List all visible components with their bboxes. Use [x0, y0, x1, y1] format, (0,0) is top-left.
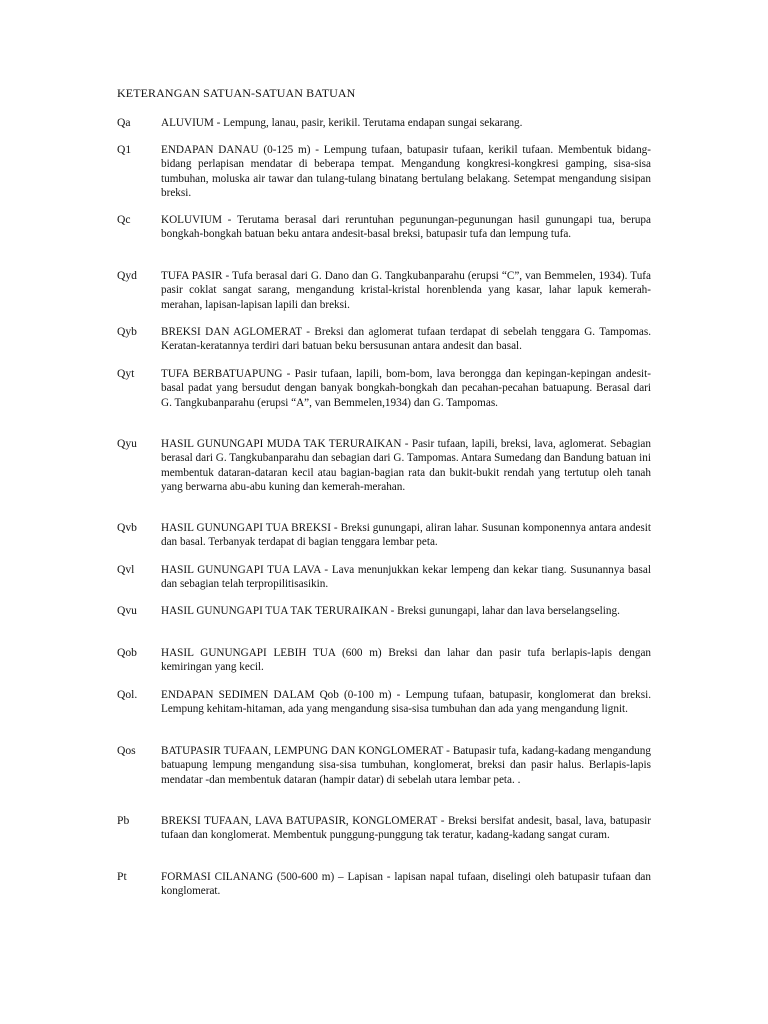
unit-description: BREKSI TUFAAN, LAVA BATUPASIR, KONGLOMERAT - Breksi bersifat andesit, basal, lava, batupasir tufaan dan konglomerat. Membentuk punggung-punggung tak teratur, kadang-kadang sangat curam. [161, 815, 651, 842]
unit-description: TUFA PASIR - Tufa berasal dari G. Dano dan G. Tangkubanparahu (erupsi “C”, van Bemmelen, 1934). Tufa pasir coklat sangat sarang, mengandung kristal-kristal horenblenda yang kasar, lahar lapuk kemerah-merahan, lapisan-lapisan lapili dan breksi. [161, 270, 651, 311]
unit-description: HASIL GUNUNGAPI LEBIH TUA (600 m) Breksi dan lahar dan pasir tufa berlapis-lapis dengan kemiringan yang kecil. [161, 647, 651, 674]
unit-description: ENDAPAN SEDIMEN DALAM Qob (0-100 m) - Lempung tufaan, batupasir, konglomerat dan breksi. Lempung kehitam-hitaman, ada yang mengandung sisa-sisa tumbuhan dan ada yang mengandung lignit. [161, 689, 651, 716]
unit-code: Qyt [117, 367, 135, 380]
unit-code: Qvu [117, 604, 137, 617]
unit-code: Qvl [117, 563, 135, 576]
unit-description: HASIL GUNUNGAPI TUA LAVA - Lava menunjukkan kekar lempeng dan kekar tiang. Susunannya basal dan sebagian telah terpropilitisasikin. [161, 564, 651, 591]
unit-description: HASIL GUNUNGAPI TUA TAK TERURAIKAN - Breksi gunungapi, lahar dan lava berselangseling. [161, 605, 620, 617]
unit-description: ALUVIUM - Lempung, lanau, pasir, kerikil. Terutama endapan sungai sekarang. [161, 117, 523, 129]
unit-description: HASIL GUNUNGAPI MUDA TAK TERURAIKAN - Pasir tufaan, lapili, breksi, lava, aglomerat. Sebagian berasal dari G. Tangkubanparahu dan sebagian dari G. Tampomas. Antara Sumedang dan Bandung batuan ini membentuk dataran-dataran kecil atau bagian-bagian rata dan bukit-bukit rendah yang tertutup oleh tanah yang berwarna abu-abu kuning dan kemerah-merahan. [161, 438, 651, 494]
unit-description: BREKSI DAN AGLOMERAT - Breksi dan aglomerat tufaan terdapat di sebelah tenggara G. Tampomas. Keratan-keratannya terdiri dari batuan beku bersusunan antara andesit dan basal. [161, 326, 651, 353]
unit-code: Pt [117, 870, 127, 883]
unit-description: TUFA BERBATUAPUNG - Pasir tufaan, lapili, bom-bom, lava berongga dan kepingan-kepingan andesit-basal padat yang bersudut dengan banyak bongkah-bongkah dan pecahan-pecahan batuapung. Berasal dari G. Tangkubanparahu (erupsi “A”, van Bemmelen,1934) dan G. Tampomas. [161, 368, 651, 409]
unit-description: BATUPASIR TUFAAN, LEMPUNG DAN KONGLOMERAT - Batupasir tufa, kadang-kadang mengandung batuapung lempung mengandung sisa-sisa tumbuhan, konglomerat, breksi dan pasir halus. Berlapis-lapis mendatar -dan membentuk dataran (hampir datar) di sebelah utara lembar peta. . [161, 745, 651, 786]
unit-description: KOLUVIUM - Terutama berasal dari reruntuhan pegunungan-pegunungan hasil gunungapi tua, berupa bongkah-bongkah batuan beku antara andesit-basal breksi, batupasir tufa dan lempung tufa. [161, 214, 651, 241]
unit-code: Qyu [117, 437, 137, 450]
unit-description: FORMASI CILANANG (500-600 m) – Lapisan - lapisan napal tufaan, diselingi oleh batupasir tufaan dan konglomerat. [161, 871, 651, 898]
unit-description: HASIL GUNUNGAPI TUA BREKSI - Breksi gunungapi, aliran lahar. Susunan komponennya antara andesit dan basal. Terbanyak terdapat di bagian tenggara lembar peta. [161, 522, 651, 549]
unit-code: Qyb [117, 325, 137, 338]
unit-code: Qyd [117, 269, 137, 282]
document-title: KETERANGAN SATUAN-SATUAN BATUAN [117, 86, 356, 100]
unit-code: Qc [117, 213, 131, 226]
unit-code: Pb [117, 814, 130, 827]
unit-code: Qob [117, 646, 137, 659]
unit-code: Qos [117, 744, 136, 757]
unit-code: Qvb [117, 521, 137, 534]
unit-code: Qol. [117, 688, 138, 701]
unit-description: ENDAPAN DANAU (0-125 m) - Lempung tufaan, batupasir tufaan, kerikil tufaan. Membentuk bidang-bidang perlapisan mendatar di beberapa tempat. Mengandung kongkresi-kongkresi gamping, sisa-sisa tumbuhan, moluska air tawar dan tulang-tulang binatang bertulang belakang. Setempat mengandung sisipan breksi. [161, 144, 651, 200]
unit-code: Q1 [117, 143, 132, 156]
unit-code: Qa [117, 116, 131, 129]
